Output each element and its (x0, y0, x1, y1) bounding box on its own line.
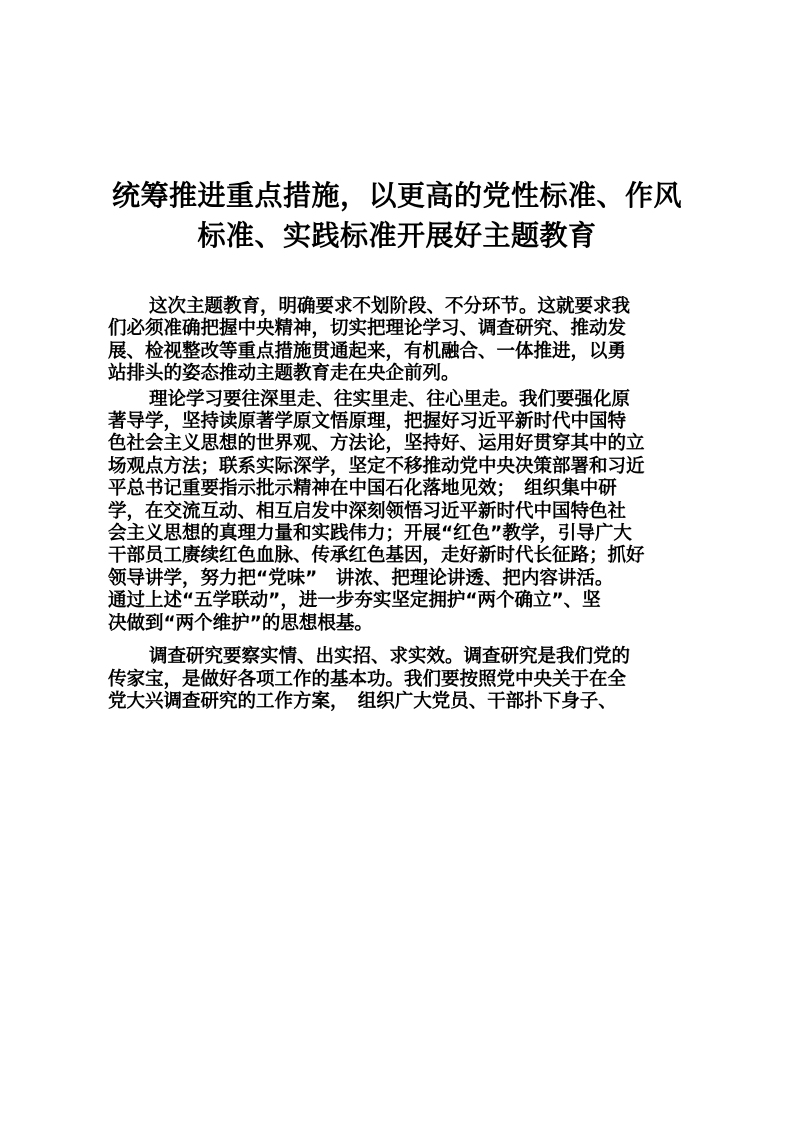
paragraph-line: 理论学习要往深里走、往实里走、往心里走。我们要强化原 (149, 388, 631, 410)
paragraph-line: 们必须准确把握中央精神，切实把理论学习、调查研究、推动发 (108, 318, 627, 340)
title-line: 统筹推进重点措施，以更高的党性标准、作风 (111, 179, 682, 212)
paragraph-line: 通过上述“五学联动”，进一步夯实坚定拥护“两个确立”、坚 (108, 590, 601, 612)
paragraph-line: 展、检视整改等重点措施贯通起来，有机融合、一体推进，以勇 (108, 340, 627, 362)
title-line: 标准、实践标准开展好主题教育 (197, 219, 597, 252)
paragraph-line: 会主义思想的真理力量和实践伟力；开展“红色”教学，引导广大 (108, 523, 632, 545)
paragraph-line: 平总书记重要指示批示精神在中国石化落地见效； 组织集中研 (108, 478, 617, 500)
paragraph-line: 著导学，坚持读原著学原文悟原理，把握好习近平新时代中国特 (108, 411, 627, 433)
paragraph-line: 干部员工赓续红色血脉、传承红色基因，走好新时代长征路；抓好 (108, 545, 645, 567)
paragraph-line: 这次主题教育，明确要求不划阶段、不分环节。这就要求我 (149, 296, 631, 317)
paragraph (108, 646, 708, 713)
paragraph (108, 296, 708, 386)
paragraph (108, 389, 708, 635)
paragraph-line: 领导讲学，努力把“党味” 讲浓、把理论讲透、把内容讲活。 (108, 567, 614, 589)
paragraph-line: 传家宝，是做好各项工作的基本功。我们要按照党中央关于在全 (108, 668, 627, 690)
document-title (80, 176, 714, 256)
paragraph-line: 学，在交流互动、相互启发中深刻领悟习近平新时代中国特色社 (108, 500, 627, 522)
paragraph-line: 党大兴调查研究的工作方案， 组织广大党员、干部扑下身子、 (108, 690, 617, 712)
paragraph-line: 色社会主义思想的世界观、方法论，坚持好、运用好贯穿其中的立 (108, 433, 645, 455)
paragraph-line: 决做到“两个维护”的思想根基。 (108, 612, 373, 634)
paragraph-line: 场观点方法；联系实际深学，坚定不移推动党中央决策部署和习近 (108, 455, 645, 477)
paragraph-line: 站排头的姿态推动主题教育走在央企前列。 (108, 363, 460, 385)
paragraph-line: 调查研究要察实情、出实招、求实效。调查研究是我们党的 (149, 646, 631, 668)
document-body (108, 296, 708, 713)
